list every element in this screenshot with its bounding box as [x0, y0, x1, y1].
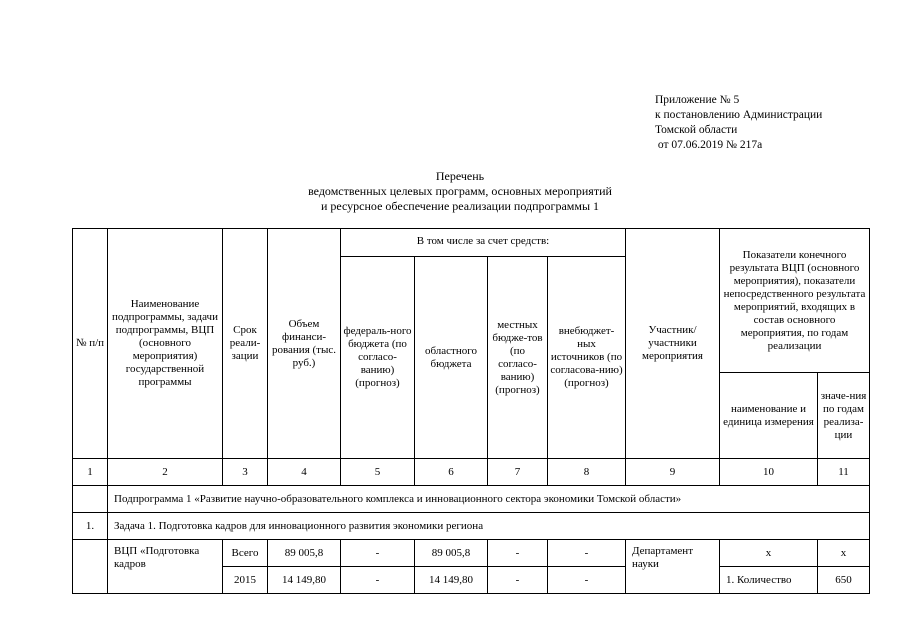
- vcp-volume: 89 005,8: [268, 540, 341, 567]
- header-indicators: Показатели конечного результата ВЦП (основного мероприятия), показатели непосредственного результата мероприятий, входящих в состав основного мероприятия, по годам реализации: [720, 229, 870, 373]
- column-number: 3: [223, 459, 268, 486]
- column-number: 4: [268, 459, 341, 486]
- vcp-extra: -: [548, 567, 626, 594]
- column-number: 10: [720, 459, 818, 486]
- subprogram-num-cell: [73, 486, 108, 513]
- task-number: 1.: [73, 513, 108, 540]
- header-term: Срок реали-зации: [223, 229, 268, 459]
- vcp-ind-value: 650: [818, 567, 870, 594]
- vcp-term: Всего: [223, 540, 268, 567]
- task-title: Задача 1. Подготовка кадров для инновационного развития экономики региона: [108, 513, 870, 540]
- vcp-participant: Департамент науки: [626, 540, 720, 594]
- header-name: Наименование подпрограммы, задачи подпрограммы, ВЦП (основного мероприятия) государственной программы: [108, 229, 223, 459]
- subprogram-row: [73, 486, 870, 513]
- appendix-line: от 07.06.2019 № 217а: [655, 139, 763, 151]
- title-line: Перечень: [435, 169, 485, 183]
- vcp-ind-name: 1. Количество: [720, 567, 818, 594]
- task-row: [73, 513, 870, 540]
- header-ind-name: наименование и единица измерения: [720, 373, 818, 459]
- table-row: [73, 540, 870, 567]
- column-numbers-row: [73, 459, 870, 486]
- title-line: и ресурсное обеспечение реализации подпрограммы 1: [320, 199, 600, 213]
- vcp-volume: 14 149,80: [268, 567, 341, 594]
- column-number: 7: [488, 459, 548, 486]
- column-number: 11: [818, 459, 870, 486]
- header-num: № п/п: [73, 229, 108, 459]
- column-number: 2: [108, 459, 223, 486]
- column-number: 1: [73, 459, 108, 486]
- column-number: 6: [415, 459, 488, 486]
- appendix-line: Томской области: [655, 124, 738, 136]
- header-including: В том числе за счет средств:: [341, 229, 626, 257]
- column-number: 9: [626, 459, 720, 486]
- header-volume: Объем финанси-рования (тыс. руб.): [268, 229, 341, 459]
- header-ind-value: значе-ния по годам реализа-ции: [818, 373, 870, 459]
- header-extra: внебюджет-ных источников (по согласова-нию) (прогноз): [548, 257, 626, 459]
- vcp-federal: -: [341, 567, 415, 594]
- vcp-regional: 14 149,80: [415, 567, 488, 594]
- header-local: местных бюдже-тов (по согласо-ванию) (прогноз): [488, 257, 548, 459]
- header-participant: Участник/ участники мероприятия: [626, 229, 720, 459]
- column-number: 5: [341, 459, 415, 486]
- document-title: [250, 169, 670, 214]
- header-federal: федераль-ного бюджета (по согласо-ванию) (прогноз): [341, 257, 415, 459]
- program-table: [72, 228, 870, 594]
- vcp-term: 2015: [223, 567, 268, 594]
- vcp-num-cell: [73, 540, 108, 594]
- vcp-regional: 89 005,8: [415, 540, 488, 567]
- subprogram-title: Подпрограмма 1 «Развитие научно-образовательного комплекса и инновационного сектора экономики Томской области»: [108, 486, 870, 513]
- appendix-line: Приложение № 5: [655, 94, 740, 106]
- appendix-line: к постановлению Администрации: [655, 109, 823, 121]
- title-line: ведомственных целевых программ, основных мероприятий: [308, 184, 612, 198]
- vcp-ind-value: х: [818, 540, 870, 567]
- header-regional: областного бюджета: [415, 257, 488, 459]
- vcp-extra: -: [548, 540, 626, 567]
- vcp-federal: -: [341, 540, 415, 567]
- vcp-local: -: [488, 540, 548, 567]
- vcp-name: ВЦП «Подготовка кадров: [108, 540, 223, 594]
- header-row: [73, 229, 870, 257]
- appendix-header: [655, 93, 822, 153]
- vcp-ind-name: х: [720, 540, 818, 567]
- column-number: 8: [548, 459, 626, 486]
- vcp-local: -: [488, 567, 548, 594]
